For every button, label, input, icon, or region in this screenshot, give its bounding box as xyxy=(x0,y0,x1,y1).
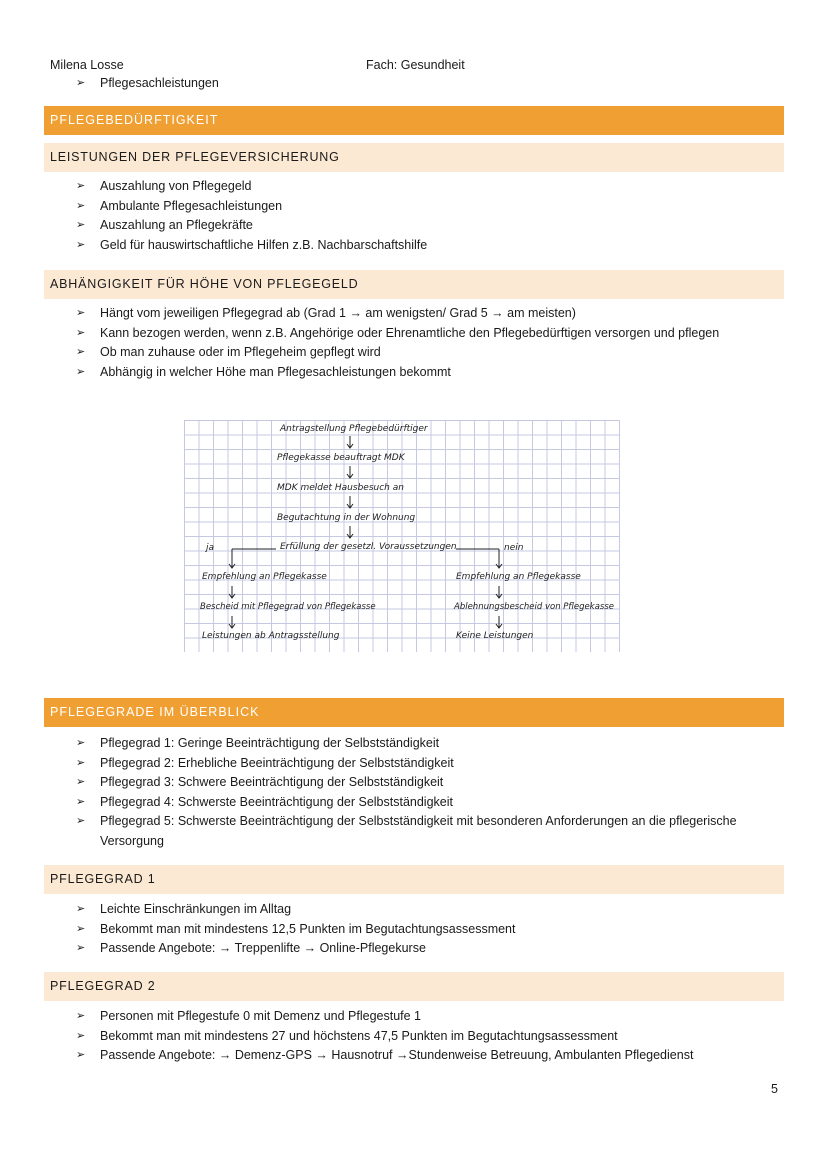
list-item: ➢ Ob man zuhause oder im Pflegeheim gepflegt wird xyxy=(76,343,776,363)
bullet-arrow-icon: ➢ xyxy=(76,1010,86,1022)
bullet-arrow-icon: ➢ xyxy=(76,1029,86,1042)
flow-no-label: nein xyxy=(504,543,524,553)
list-item: ➢ Pflegesachleistungen xyxy=(76,74,376,94)
flow-no-step-2: Ablehnungsbescheid von Pflegekasse xyxy=(454,602,614,612)
pflegegrad-2-list xyxy=(76,1007,776,1066)
page-number: 5 xyxy=(771,1082,778,1096)
flow-yes-step-1: Empfehlung an Pflegekasse xyxy=(202,572,327,582)
list-item: ➢ Hängt vom jeweiligen Pflegegrad ab (Grad 1 → am wenigsten/ Grad 5 → am meisten) xyxy=(76,304,776,324)
list-item: ➢ Pflegegrad 1: Geringe Beeinträchtigung der Selbstständigkeit xyxy=(76,734,776,754)
author-name: Milena Losse xyxy=(50,58,124,72)
list-item: ➢ Abhängig in welcher Höhe man Pflegesachleistungen bekommt xyxy=(76,363,776,383)
bullet-arrow-icon: ➢ xyxy=(76,795,86,808)
section-heading-ueberblick: PFLEGEGRADE IM ÜBERBLICK xyxy=(44,698,784,727)
bullet-arrow-icon: ➢ xyxy=(76,903,86,915)
bullet-arrow-icon: ➢ xyxy=(76,365,86,378)
bullet-arrow-icon: ➢ xyxy=(76,346,86,358)
bullet-arrow-icon: ➢ xyxy=(76,326,86,339)
abhaengigkeit-list xyxy=(76,304,776,382)
subheading-leistungen: LEISTUNGEN DER PFLEGEVERSICHERUNG xyxy=(44,143,784,172)
bullet-arrow-icon: ➢ xyxy=(76,737,86,749)
flow-step-3: MDK meldet Hausbesuch an xyxy=(277,483,404,493)
flowchart-image xyxy=(184,420,620,652)
flow-no-step-3: Keine Leistungen xyxy=(456,631,534,641)
pflegegrad-1-list xyxy=(76,900,776,959)
flow-step-2: Pflegekasse beauftragt MDK xyxy=(277,453,405,463)
bullet-arrow-icon: ➢ xyxy=(76,307,86,319)
bullet-arrow-icon: ➢ xyxy=(76,756,86,769)
list-item: ➢ Pflegegrad 4: Schwerste Beeinträchtigung der Selbstständigkeit xyxy=(76,793,776,813)
bullet-arrow-icon: ➢ xyxy=(76,199,86,212)
flow-yes-step-3: Leistungen ab Antragsstellung xyxy=(202,631,340,641)
list-item: ➢ Kann bezogen werden, wenn z.B. Angehörige oder Ehrenamtliche den Pflegebedürftigen versorgen und pflegen xyxy=(76,324,776,344)
list-item: ➢ Auszahlung an Pflegekräfte xyxy=(76,216,776,236)
flow-step-5: Erfüllung der gesetzl. Voraussetzungen xyxy=(280,542,457,552)
flow-yes-step-2: Bescheid mit Pflegegrad von Pflegekasse xyxy=(200,602,376,612)
bullet-arrow-icon: ➢ xyxy=(76,238,86,251)
subject-label: Fach: Gesundheit xyxy=(366,58,465,72)
list-item: ➢ Bekommt man mit mindestens 27 und höchstens 47,5 Punkten im Begutachtungsassessment xyxy=(76,1027,776,1047)
section-heading-pflegebeduerftigkeit: PFLEGEBEDÜRFTIGKEIT xyxy=(44,106,784,135)
list-item: ➢ Pflegegrad 3: Schwere Beeinträchtigung der Selbstständigkeit xyxy=(76,773,776,793)
flow-step-1: Antragstellung Pflegebedürftiger xyxy=(280,424,428,434)
list-item: ➢ Pflegegrad 2: Erhebliche Beeinträchtigung der Selbstständigkeit xyxy=(76,754,776,774)
subheading-pflegegrad-2: PFLEGEGRAD 2 xyxy=(44,972,784,1001)
list-item: ➢ Geld für hauswirtschaftliche Hilfen z.B. Nachbarschaftshilfe xyxy=(76,236,776,256)
flow-step-4: Begutachtung in der Wohnung xyxy=(277,513,416,523)
bullet-arrow-icon: ➢ xyxy=(76,77,86,89)
bullet-arrow-icon: ➢ xyxy=(76,942,86,954)
ueberblick-list xyxy=(76,734,776,851)
bullet-arrow-icon: ➢ xyxy=(76,1049,86,1061)
list-item: ➢ Personen mit Pflegestufe 0 mit Demenz und Pflegestufe 1 xyxy=(76,1007,776,1027)
flow-yes-label: ja xyxy=(206,543,215,553)
bullet-arrow-icon: ➢ xyxy=(76,776,86,788)
list-item: ➢ Leichte Einschränkungen im Alltag xyxy=(76,900,776,920)
bullet-arrow-icon: ➢ xyxy=(76,219,86,231)
list-item: ➢ Passende Angebote: → Demenz-GPS → Hausnotruf →Stundenweise Betreuung, Ambulanten Pflegedienst xyxy=(76,1046,776,1066)
list-item: ➢ Bekommt man mit mindestens 12,5 Punkten im Begutachtungsassessment xyxy=(76,920,776,940)
list-item: ➢ Pflegegrad 5: Schwerste Beeinträchtigung der Selbstständigkeit mit besonderen Anforderungen an die pflegerische Versorgung xyxy=(76,814,737,848)
subheading-abhaengigkeit: ABHÄNGIGKEIT FÜR HÖHE VON PFLEGEGELD xyxy=(44,270,784,299)
list-item: ➢ Auszahlung von Pflegegeld xyxy=(76,177,776,197)
flow-no-step-1: Empfehlung an Pflegekasse xyxy=(456,572,581,582)
bullet-arrow-icon: ➢ xyxy=(76,180,86,192)
leistungen-list xyxy=(76,177,776,255)
list-item: ➢ Ambulante Pflegesachleistungen xyxy=(76,197,776,217)
bullet-arrow-icon: ➢ xyxy=(76,922,86,935)
list-item: ➢ Passende Angebote: → Treppenlifte → Online-Pflegekurse xyxy=(76,939,776,959)
subheading-pflegegrad-1: PFLEGEGRAD 1 xyxy=(44,865,784,894)
bullet-arrow-icon: ➢ xyxy=(76,815,86,827)
